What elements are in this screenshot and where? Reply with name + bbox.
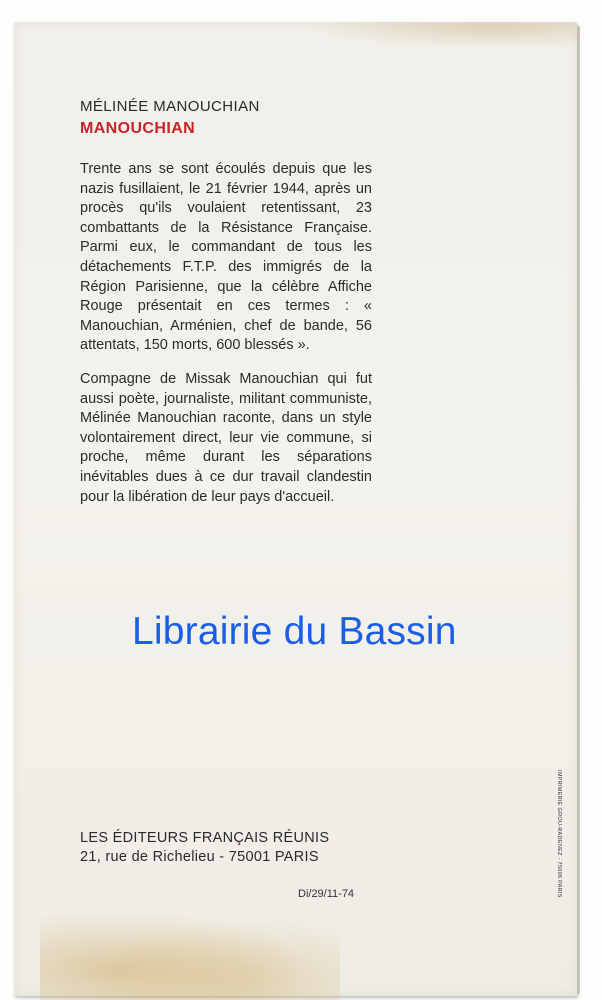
publisher-name: LES ÉDITEURS FRANÇAIS RÉUNIS: [80, 830, 330, 846]
author-name: MÉLINÉE MANOUCHIAN: [80, 98, 260, 115]
book-title: MANOUCHIAN: [80, 120, 196, 137]
watermark-text: Librairie du Bassin: [132, 610, 457, 653]
paper-stain-top: [300, 22, 577, 48]
paper-stain-bottom: [40, 900, 340, 1000]
blurb-paragraph-2: Compagne de Missak Manouchian qui fut aussi poète, journaliste, militant communiste, Mélinée Manouchian raconte, dans un style volontairement direct, leur vie commune, si proche, même durant les séparations inévitables dues à ce dur travail clandestin pour la libération de leur pays d'accueil.: [80, 371, 372, 505]
blurb-paragraph-1: Trente ans se sont écoulés depuis que les nazis fusillaient, le 21 février 1944, après un procès qu'ils voulaient retentissant, 23 combattants de la Résistance Française. Parmi eux, le commandant de tous les détachements F.T.P. des immigrés de la Région Parisienne, que la célèbre Affiche Rouge présentait en ces termes : « Manouchian, Arménien, chef de bande, 56 attentats, 150 morts, 600 blessés ».: [80, 161, 372, 354]
printer-imprint: IMPRIMERIE GROU-RADENEZ - 75006 PARIS: [556, 770, 562, 898]
catalog-code: Di/29/11-74: [298, 888, 355, 900]
publisher-address: 21, rue de Richelieu - 75001 PARIS: [80, 849, 319, 865]
